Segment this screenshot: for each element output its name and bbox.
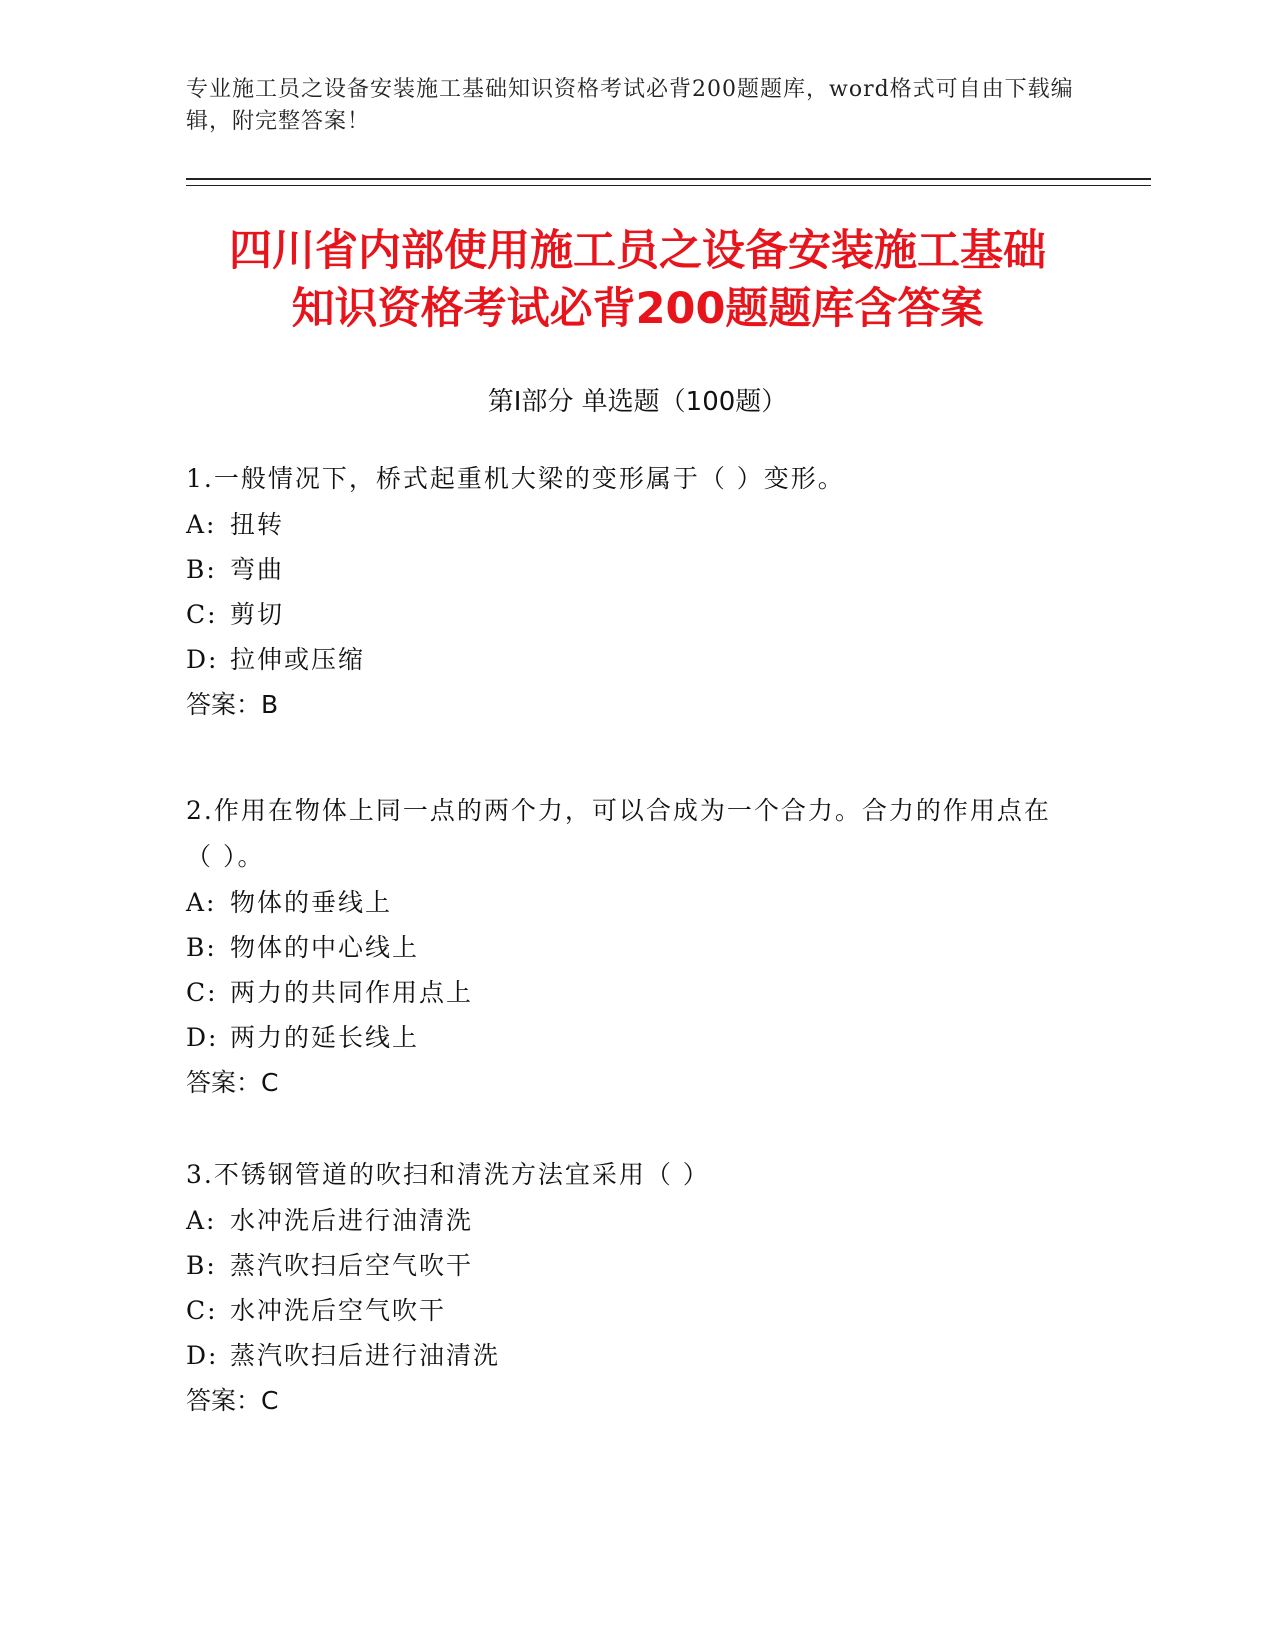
option-d — [186, 1333, 1066, 1378]
option-text: 水冲洗后进行油清洗 — [230, 1206, 474, 1235]
answer-text: 答案：B — [186, 690, 279, 719]
option-key: D: — [186, 1023, 219, 1052]
option-text: 物体的中心线上 — [230, 933, 420, 962]
option-text: 两力的延长线上 — [230, 1023, 420, 1052]
option-b — [186, 1243, 1066, 1288]
option-d — [186, 1015, 1066, 1060]
option-key: A: — [186, 888, 217, 917]
title-line-2: 知识资格考试必背200题题库含答案 — [291, 284, 984, 334]
question-2 — [186, 788, 1066, 1106]
option-a — [186, 880, 1066, 925]
option-text: 拉伸或压缩 — [230, 645, 366, 674]
option-text: 物体的垂线上 — [230, 888, 393, 917]
option-a — [186, 1198, 1066, 1243]
option-key: C: — [186, 978, 218, 1007]
question-stem: 1.一般情况下，桥式起重机大梁的变形属于（ ）变形。 — [186, 464, 845, 493]
answer-text: 答案：C — [186, 1386, 279, 1415]
option-key: A: — [186, 510, 217, 539]
option-key: C: — [186, 1296, 218, 1325]
option-b — [186, 547, 1066, 592]
option-key: D: — [186, 1341, 219, 1370]
section-heading: 第Ⅰ部分 单选题（100题） — [487, 387, 788, 417]
title-line-1: 四川省内部使用施工员之设备安装施工基础 — [229, 226, 1046, 276]
header-divider-thin — [186, 185, 1151, 186]
option-c — [186, 1288, 1066, 1333]
option-text: 两力的共同作用点上 — [230, 978, 474, 1007]
option-b — [186, 925, 1066, 970]
question-stem: 3.不锈钢管道的吹扫和清洗方法宜采用（ ） — [186, 1160, 710, 1189]
answer-text: 答案：C — [186, 1068, 279, 1097]
question-3 — [186, 1152, 1066, 1424]
option-key: C: — [186, 600, 218, 629]
option-text: 扭转 — [230, 510, 285, 539]
option-key: B: — [186, 555, 217, 584]
option-c — [186, 592, 1066, 637]
option-d — [186, 637, 1066, 682]
option-text: 弯曲 — [230, 555, 285, 584]
option-text: 水冲洗后空气吹干 — [230, 1296, 447, 1325]
option-key: B: — [186, 933, 217, 962]
document-title — [150, 222, 1125, 338]
option-text: 蒸汽吹扫后进行油清洗 — [230, 1341, 501, 1370]
question-1 — [186, 456, 1066, 728]
option-a — [186, 502, 1066, 547]
option-key: B: — [186, 1251, 217, 1280]
header-divider-thick — [186, 178, 1151, 180]
document-intro: 专业施工员之设备安装施工基础知识资格考试必背200题题库，word格式可自由下载编辑，附完整答案！ — [186, 77, 1074, 134]
option-c — [186, 970, 1066, 1015]
option-text: 剪切 — [230, 600, 285, 629]
option-key: D: — [186, 645, 219, 674]
option-key: A: — [186, 1206, 217, 1235]
question-stem: 2.作用在物体上同一点的两个力，可以合成为一个合力。合力的作用点在（ ）。 — [186, 796, 1051, 871]
option-text: 蒸汽吹扫后空气吹干 — [230, 1251, 474, 1280]
